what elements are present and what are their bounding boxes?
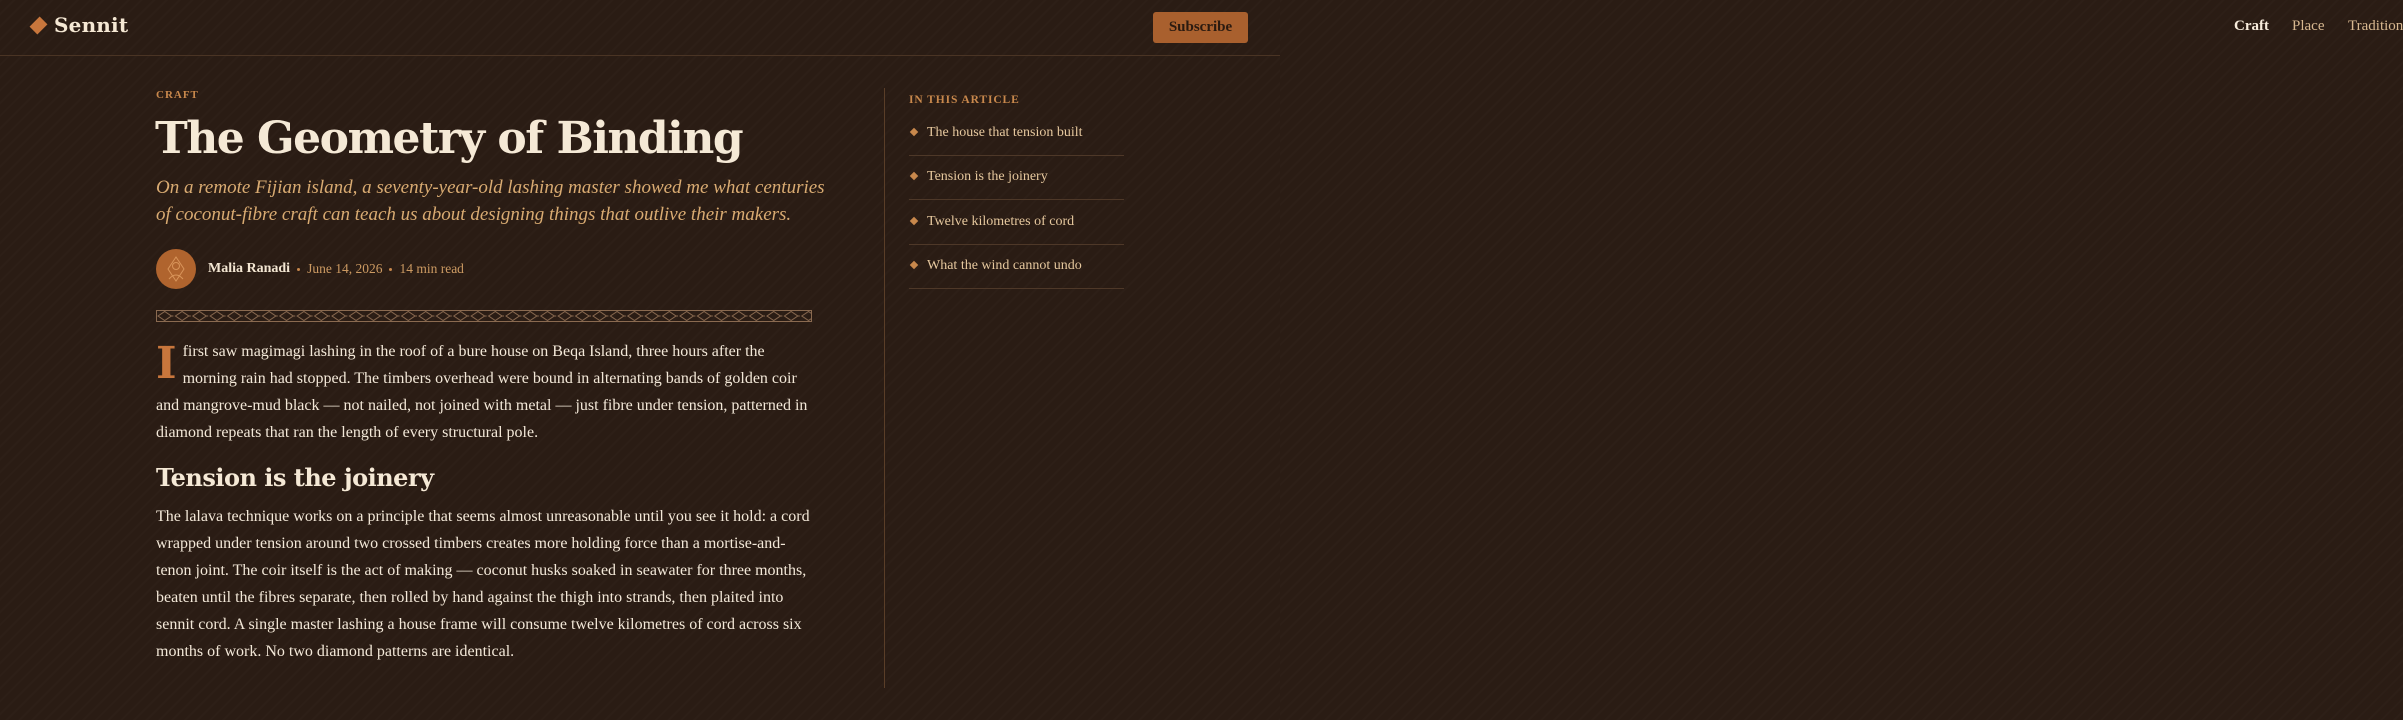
toc-heading: IN THIS ARTICLE <box>909 94 1020 106</box>
author-avatar[interactable] <box>156 249 196 289</box>
article-category[interactable]: CRAFT <box>156 89 199 101</box>
toc-item[interactable] <box>909 111 1124 156</box>
diamond-logo-icon <box>30 17 48 35</box>
brand-logo[interactable] <box>33 13 128 37</box>
toc-item-label: Tension is the joinery <box>927 169 1048 185</box>
article-dek: On a remote Fijian island, a seventy-year-old lashing master showed me what centuries of coconut-fibre craft can teach us about designing things that outlive their makers. <box>156 177 825 225</box>
diamond-bullet-icon <box>910 128 918 136</box>
diamond-bullet-icon <box>910 172 918 180</box>
nav-link-place[interactable]: Place <box>2292 18 2325 34</box>
diamond-pattern-divider <box>156 310 812 322</box>
table-of-contents <box>909 111 1124 289</box>
nav-link-craft[interactable]: Craft <box>2234 18 2269 34</box>
diamond-bullet-icon <box>910 261 918 269</box>
toc-item-label: The house that tension built <box>927 124 1083 140</box>
article-paragraph: The lalava technique works on a principle that seems almost unreasonable until you see it hold: a cord wrapped under tension around two crossed timbers creates more holding force than a mortise-and-tenon joint. The coir itself is the act of making — coconut husks soaked in seawater for three months, beaten until the fibres separate, then rolled by hand against the thigh into strands, then plaited into sennit cord. A single master lashing a house frame will consume twelve kilometres of cord across six months of work. No two diamond patterns are identical. <box>156 508 810 660</box>
separator-dot <box>297 268 300 271</box>
subscribe-button[interactable]: Subscribe <box>1153 12 1248 43</box>
drop-cap: I <box>156 338 177 389</box>
toc-item[interactable] <box>909 245 1124 290</box>
site-header <box>0 0 2403 56</box>
byline <box>156 249 464 289</box>
article-title: The Geometry of Binding <box>155 113 743 164</box>
toc-item[interactable] <box>909 156 1124 201</box>
section-heading: Tension is the joinery <box>156 463 434 492</box>
brand-name: Sennit <box>54 13 129 37</box>
diamond-bullet-icon <box>910 217 918 225</box>
sidebar-divider <box>884 88 885 688</box>
toc-item-label: What the wind cannot undo <box>927 258 1082 274</box>
publish-date: June 14, 2026 <box>307 261 383 276</box>
read-time: 14 min read <box>399 261 464 276</box>
toc-item-label: Twelve kilometres of cord <box>927 213 1075 229</box>
nav-link-tradition[interactable]: Tradition <box>2348 18 2403 34</box>
separator-dot <box>389 268 392 271</box>
toc-item[interactable] <box>909 200 1124 245</box>
article-paragraph <box>156 338 816 446</box>
avatar-pattern-icon <box>156 249 196 289</box>
author-name[interactable]: Malia Ranadi <box>208 261 291 276</box>
paragraph-text: first saw magimagi lashing in the roof of a bure house on Beqa Island, three hours after the morning rain had stopped. The timbers overhead were bound in alternating bands of golden coir and mangrove-mud black — not nailed, not joined with metal — just fibre under tension, patterned in diamond repeats that ran the length of every structural pole. <box>156 343 808 441</box>
